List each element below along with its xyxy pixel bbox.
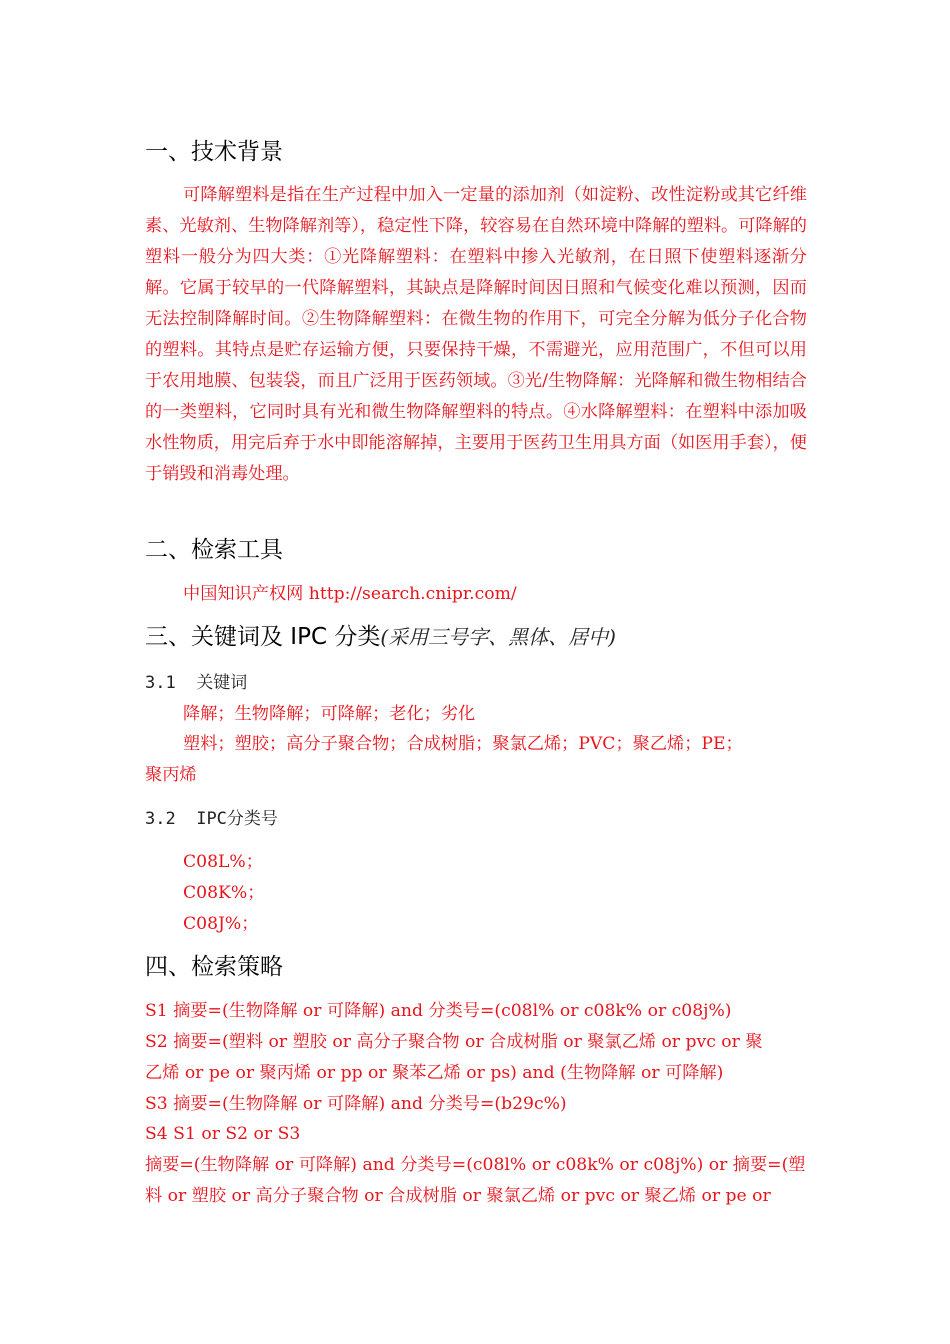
subsection-ipc: [145, 808, 278, 830]
section-title-keywords-ipc: [145, 622, 616, 652]
subsection-keywords-label: 关键词: [196, 673, 248, 693]
background-paragraph: 可降解塑料是指在生产过程中加入一定量的添加剂（如淀粉、改性淀粉或其它纤维素、光敏剂、生物降解剂等），稳定性下降，较容易在自然环境中降解的塑料。可降解的塑料一般分为四大类：①光降解塑料：在塑料中掺入光敏剂，在日照下使塑料逐渐分解。它属于较早的一代降解塑料，其缺点是降解时间因日照和气候变化难以预测，因而无法控制降解时间。②生物降解塑料：在微生物的作用下，可完全分解为低分子化合物的塑料。其特点是贮存运输方便，只要保持干燥，不需避光，应用范围广，不但可以用于农用地膜、包装袋，而且广泛用于医药领域。③光/生物降解：光降解和微生物相结合的一类塑料，它同时具有光和微生物降解塑料的特点。④水降解塑料：在塑料中添加吸水性物质，用完后弃于水中即能溶解掉，主要用于医药卫生用具方面（如医用手套），便于销毁和消毒处理。: [145, 185, 807, 484]
ipc-code-2: C08K%；: [183, 883, 265, 903]
subsection-ipc-label: 分类号: [226, 809, 278, 829]
strategy-line-1: S1 摘要=(生物降解 or 可降解) and 分类号=(c08l% or c08k% or c08j%): [145, 1001, 732, 1021]
subsection-ipc-number: 3.2: [145, 809, 176, 829]
section-title-search-tool: 二、检索工具: [145, 537, 283, 563]
subsection-keywords: [145, 672, 247, 694]
strategy-line-2: S2 摘要=(塑料 or 塑胶 or 高分子聚合物 or 合成树脂 or 聚氯乙烯 or pvc or 聚: [145, 1032, 763, 1052]
subsection-keywords-number: 3.1: [145, 673, 176, 693]
strategy-line-5: S4 S1 or S2 or S3: [145, 1124, 301, 1144]
subsection-ipc-abbr: IPC: [196, 809, 227, 829]
keywords-line-1: 降解；生物降解；可降解；老化；劣化: [183, 704, 476, 724]
ipc-code-1: C08L%；: [183, 852, 263, 872]
format-note: (采用三号字、黑体、居中): [380, 625, 616, 649]
ipc-code-3: C08J%；: [183, 914, 259, 934]
keywords-line-2: 塑料；塑胶；高分子聚合物；合成树脂；聚氯乙烯；PVC；聚乙烯；PE；: [183, 734, 743, 754]
strategy-line-3: 乙烯 or pe or 聚丙烯 or pp or 聚苯乙烯 or ps) and (生物降解 or 可降解): [145, 1063, 724, 1083]
section-title-background: 一、技术背景: [145, 139, 283, 165]
keywords-line-3: 聚丙烯: [145, 765, 197, 785]
search-tool-text: 中国知识产权网 http://search.cnipr.com/: [183, 584, 517, 604]
section-title-keywords-ipc-text: 三、关键词及 IPC 分类: [145, 624, 381, 650]
section-title-strategy: 四、检索策略: [145, 954, 283, 980]
strategy-line-4: S3 摘要=(生物降解 or 可降解) and 分类号=(b29c%): [145, 1094, 567, 1114]
strategy-line-6: 摘要=(生物降解 or 可降解) and 分类号=(c08l% or c08k% or c08j%) or 摘要=(塑: [145, 1155, 806, 1175]
strategy-line-7: 料 or 塑胶 or 高分子聚合物 or 合成树脂 or 聚氯乙烯 or pvc or 聚乙烯 or pe or: [145, 1186, 771, 1206]
